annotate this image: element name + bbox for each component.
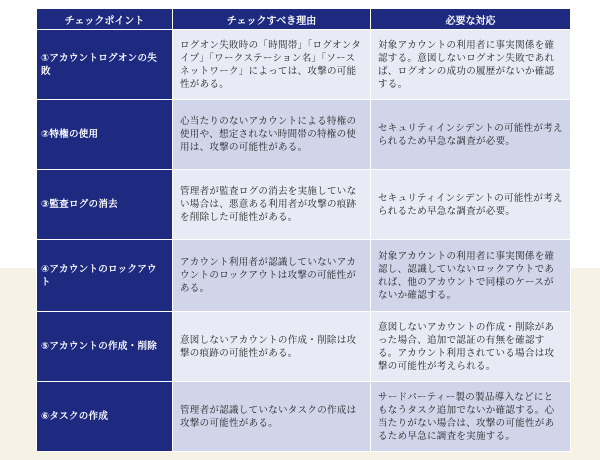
check-point-cell: ⑥タスクの作成 (37, 382, 173, 452)
table-row (37, 240, 571, 312)
table-header-row (37, 9, 571, 30)
reason-cell: 意図しないアカウントの作成・削除は攻撃の痕跡の可能性がある。 (173, 312, 371, 382)
check-point-cell: ②特権の使用 (37, 100, 173, 170)
header-reason: チェックすべき理由 (173, 9, 371, 30)
table-row (37, 312, 571, 382)
reason-cell: ログオン失敗時の「時間帯」「ログオンタイプ」「ワークステーション名」「ソースネットワーク」によっては、攻撃の可能性がある。 (173, 30, 371, 100)
reason-cell: 心当たりのないアカウントによる特権の使用や、想定されない時間帯の特権の使用は、攻撃の可能性がある。 (173, 100, 371, 170)
header-action: 必要な対応 (371, 9, 571, 30)
reason-cell: アカウント利用者が認識していないアカウントのロックアウトは攻撃の可能性がある。 (173, 240, 371, 312)
check-point-cell: ④アカウントのロックアウト (37, 240, 173, 312)
check-point-cell: ①アカウントログオンの失敗 (37, 30, 173, 100)
action-cell: セキュリティインシデントの可能性が考えられるため早急な調査が必要。 (371, 170, 571, 240)
table-row (37, 30, 571, 100)
action-cell: 対象アカウントの利用者に事実関係を確認する。意図しないログオン失敗であれば、ログオンの成功の履歴がないか確認する。 (371, 30, 571, 100)
action-cell: 対象アカウントの利用者に事実関係を確認し、認識していないロックアウトであれば、他のアカウントで同様のケースがないか確認する。 (371, 240, 571, 312)
table-row (37, 170, 571, 240)
reason-cell: 管理者が監査ログの消去を実施していない場合は、悪意ある利用者が攻撃の痕跡を削除した可能性がある。 (173, 170, 371, 240)
table-row (37, 100, 571, 170)
header-check-point: チェックポイント (37, 9, 173, 30)
security-checklist-table (36, 8, 571, 452)
check-point-cell: ⑤アカウントの作成・削除 (37, 312, 173, 382)
action-cell: 意図しないアカウントの作成・削除があった場合、追加で認証の有無を確認する。アカウント利用されている場合は攻撃の可能性が考えられる。 (371, 312, 571, 382)
reason-cell: 管理者が認識していないタスクの作成は攻撃の可能性がある。 (173, 382, 371, 452)
check-point-cell: ③監査ログの消去 (37, 170, 173, 240)
action-cell: サードパーティー製の製品導入などにともなうタスク追加でないか確認する。心当たりがない場合は、攻撃の可能性があるため早急に調査を実施する。 (371, 382, 571, 452)
action-cell: セキュリティインシデントの可能性が考えられるため早急な調査が必要。 (371, 100, 571, 170)
table-row (37, 382, 571, 452)
